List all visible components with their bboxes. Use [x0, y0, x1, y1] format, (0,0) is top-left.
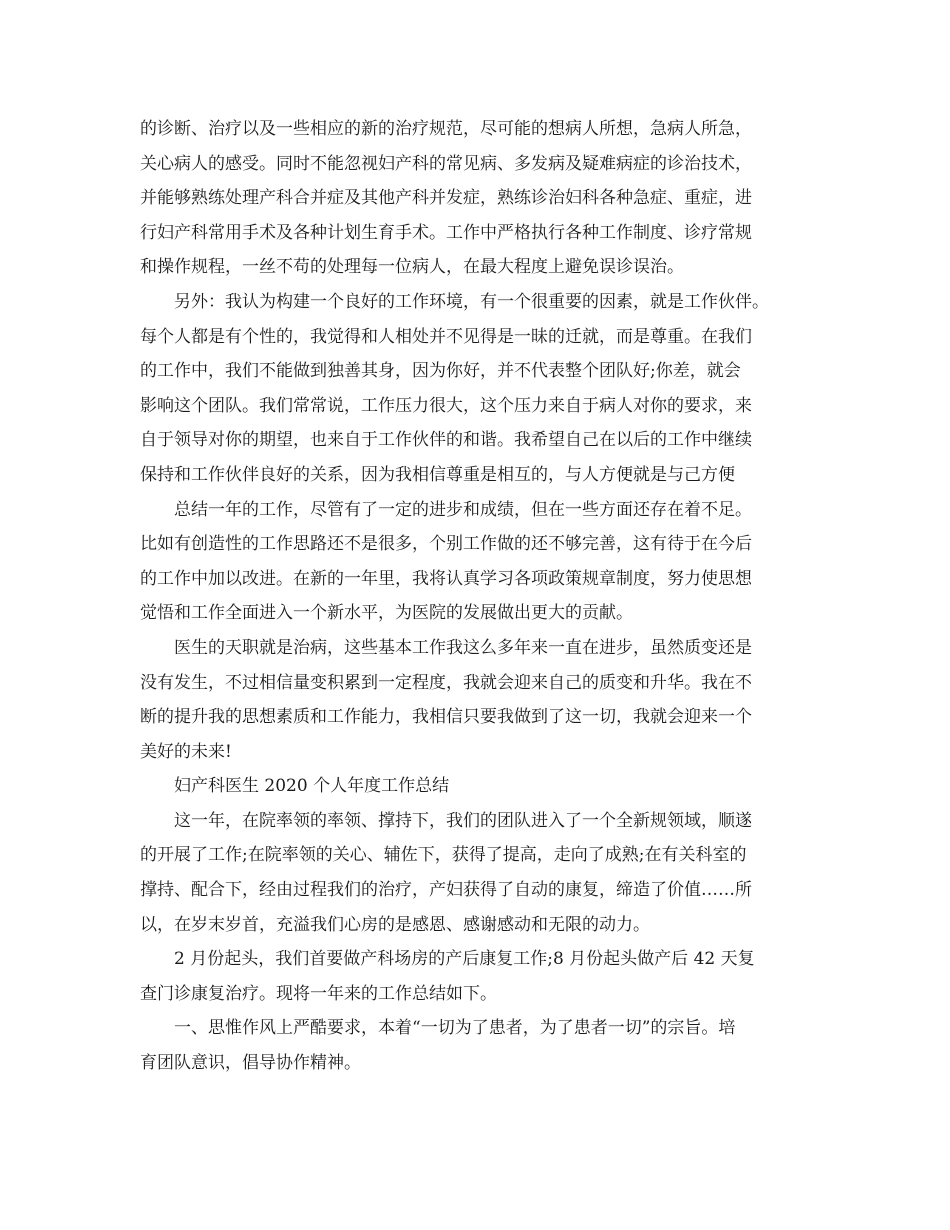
- text-line: 另外：我认为构建一个良好的工作环境，有一个很重要的因素，就是工作伙伴。: [174, 291, 769, 312]
- text-line: 关心病人的感受。同时不能忽视妇产科的常见病、多发病及疑难病症的诊治技术，: [140, 153, 752, 174]
- text-line: 育团队意识，倡导协作精神。: [140, 1053, 361, 1074]
- text-line: 美好的未来!: [140, 741, 232, 762]
- text-line: 的工作中加以改进。在新的一年里，我将认真学习各项政策规章制度，努力使思想: [140, 568, 752, 589]
- document-body: [140, 112, 830, 1081]
- text-line: 的开展了工作;在院率领的关心、辅佐下，获得了提高，走向了成熟;在有关科室的: [140, 845, 747, 866]
- text-line: 觉悟和工作全面进入一个新水平，为医院的发展做出更大的贡献。: [140, 603, 633, 624]
- text-line: 保持和工作伙伴良好的关系，因为我相信尊重是相互的，与人方便就是与己方便: [140, 464, 735, 485]
- text-line: 行妇产科常用手术及各种计划生育手术。工作中严格执行各种工作制度、诊疗常规: [140, 222, 752, 243]
- text-line: 2 月份起头，我们首要做产科场房的产后康复工作;8 月份起头做产后 42 天复: [174, 949, 755, 970]
- text-line: 并能够熟练处理产科合并症及其他产科并发症，熟练诊治妇科各种急症、重症，进: [140, 188, 752, 209]
- text-line: 自于领导对你的期望，也来自于工作伙伴的和谐。我希望自己在以后的工作中继续: [140, 430, 752, 451]
- text-line: 这一年，在院率领的率领、撑持下，我们的团队进入了一个全新规领域，顺遂: [174, 810, 752, 831]
- text-line: 查门诊康复治疗。现将一年来的工作总结如下。: [140, 983, 497, 1004]
- text-line: 和操作规程，一丝不苟的处理每一位病人，在最大程度上避免误诊误治。: [140, 257, 684, 278]
- text-line: 影响这个团队。我们常常说，工作压力很大，这个压力来自于病人对你的要求，来: [140, 395, 752, 416]
- text-line: 总结一年的工作，尽管有了一定的进步和成绩，但在一些方面还存在着不足。: [174, 499, 752, 520]
- text-line: 的工作中，我们不能做到独善其身，因为你好，并不代表整个团队好;你差，就会: [140, 361, 741, 382]
- text-line: 撑持、配合下，经由过程我们的治疗，产妇获得了自动的康复，缔造了价值……所: [140, 880, 752, 901]
- text-line: 的诊断、治疗以及一些相应的新的治疗规范，尽可能的想病人所想，急病人所急，: [140, 119, 752, 139]
- section-title: 妇产科医生 2020 个人年度工作总结: [174, 776, 450, 797]
- text-line: 没有发生，不过相信量变积累到一定程度，我就会迎来自己的质变和升华。我在不: [140, 672, 752, 693]
- text-line: 以，在岁末岁首，充溢我们心房的是感恩、感谢感动和无限的动力。: [140, 914, 650, 935]
- text-line: 断的提升我的思想素质和工作能力，我相信只要我做到了这一切，我就会迎来一个: [140, 707, 752, 728]
- text-line: 医生的天职就是治病，这些基本工作我这么多年来一直在进步，虽然质变还是: [174, 637, 752, 658]
- text-line: 比如有创造性的工作思路还不是很多，个别工作做的还不够完善，这有待于在今后: [140, 534, 752, 555]
- text-line: 一、思惟作风上严酷要求，本着“一切为了患者，为了患者一切”的宗旨。培: [174, 1018, 736, 1039]
- text-line: 每个人都是有个性的，我觉得和人相处并不见得是一昧的迁就，而是尊重。在我们: [140, 326, 752, 347]
